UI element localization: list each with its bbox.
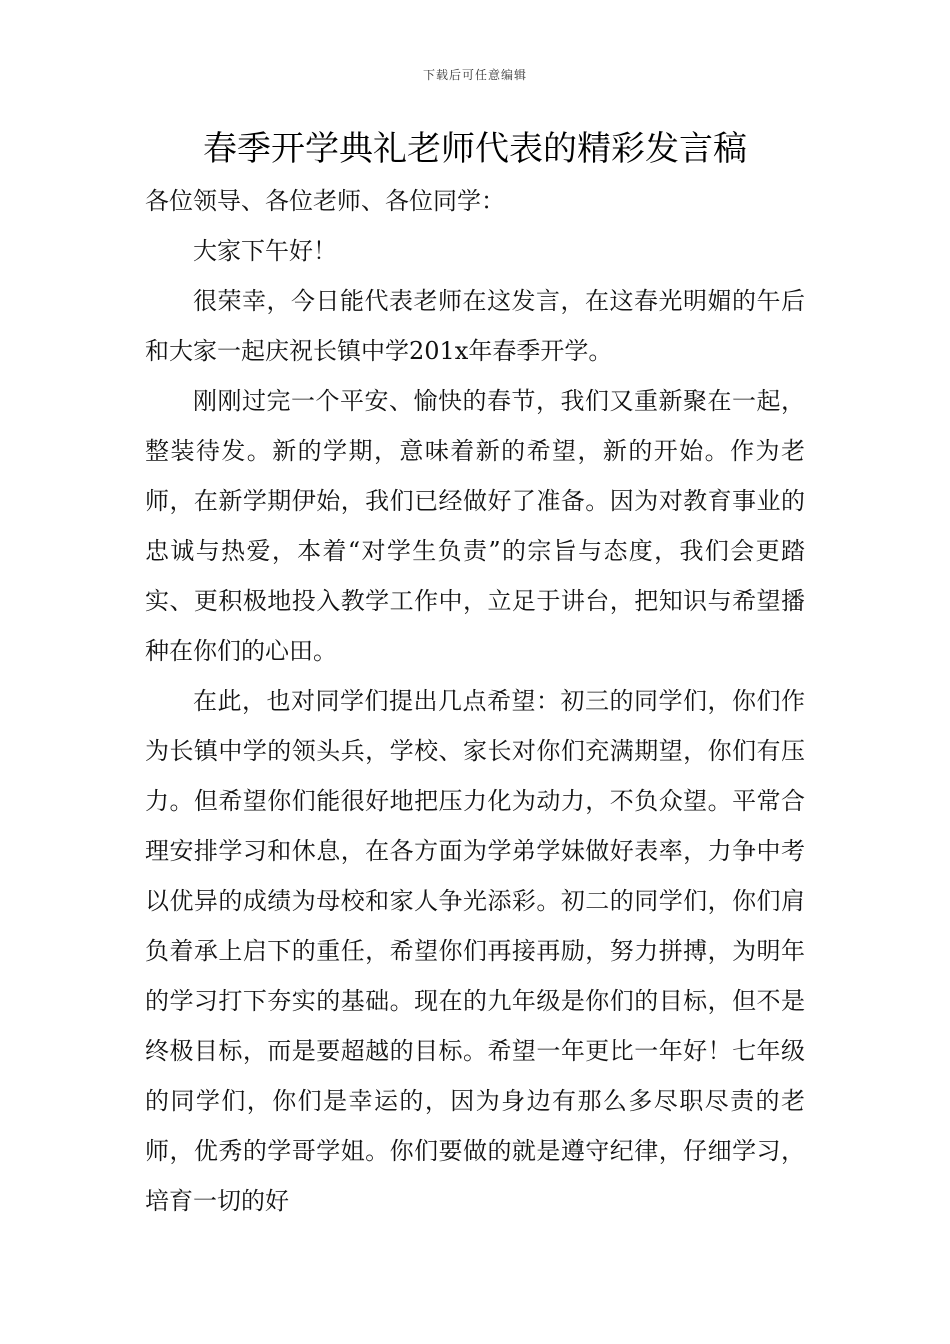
greeting-paragraph: 大家下午好！: [193, 237, 337, 265]
header-note: 下载后可任意编辑: [422, 68, 527, 82]
body-paragraph: 刚刚过完一个平安、愉快的春节，我们又重新聚在一起，整装待发。新的学期，意味着新的希望，新的开始。作为老师，在新学期伊始，我们已经做好了准备。因为对教育事业的忠诚与热爱，本着“对学生负责”的宗旨与态度，我们会更踏实、更积极地投入教学工作中，立足于讲台，把知识与希望播种在你们的心田。: [145, 387, 805, 665]
body-paragraph: 在此，也对同学们提出几点希望：初三的同学们，你们作为长镇中学的领头兵，学校、家长对你们充满期望，你们有压力。但希望你们能很好地把压力化为动力，不负众望。平常合理安排学习和休息，在各方面为学弟学妹做好表率，力争中考以优异的成绩为母校和家人争光添彩。初二的同学们，你们肩负着承上启下的重任，希望你们再接再励，努力拼搏，为明年的学习打下夯实的基础。现在的九年级是你们的目标，但不是终极目标，而是要超越的目标。希望一年更比一年好！七年级的同学们，你们是幸运的，因为身边有那么多尽职尽责的老师，优秀的学哥学姐。你们要做的就是遵守纪律，仔细学习，培育一切的好: [145, 687, 805, 1215]
document-title: 春季开学典礼老师代表的精彩发言稿: [203, 129, 747, 169]
body-paragraph: 很荣幸，今日能代表老师在这发言，在这春光明媚的午后和大家一起庆祝长镇中学201x年春季开学。: [145, 287, 805, 365]
salutation-paragraph: 各位领导、各位老师、各位同学：: [145, 187, 505, 215]
document-body: [145, 176, 805, 1226]
